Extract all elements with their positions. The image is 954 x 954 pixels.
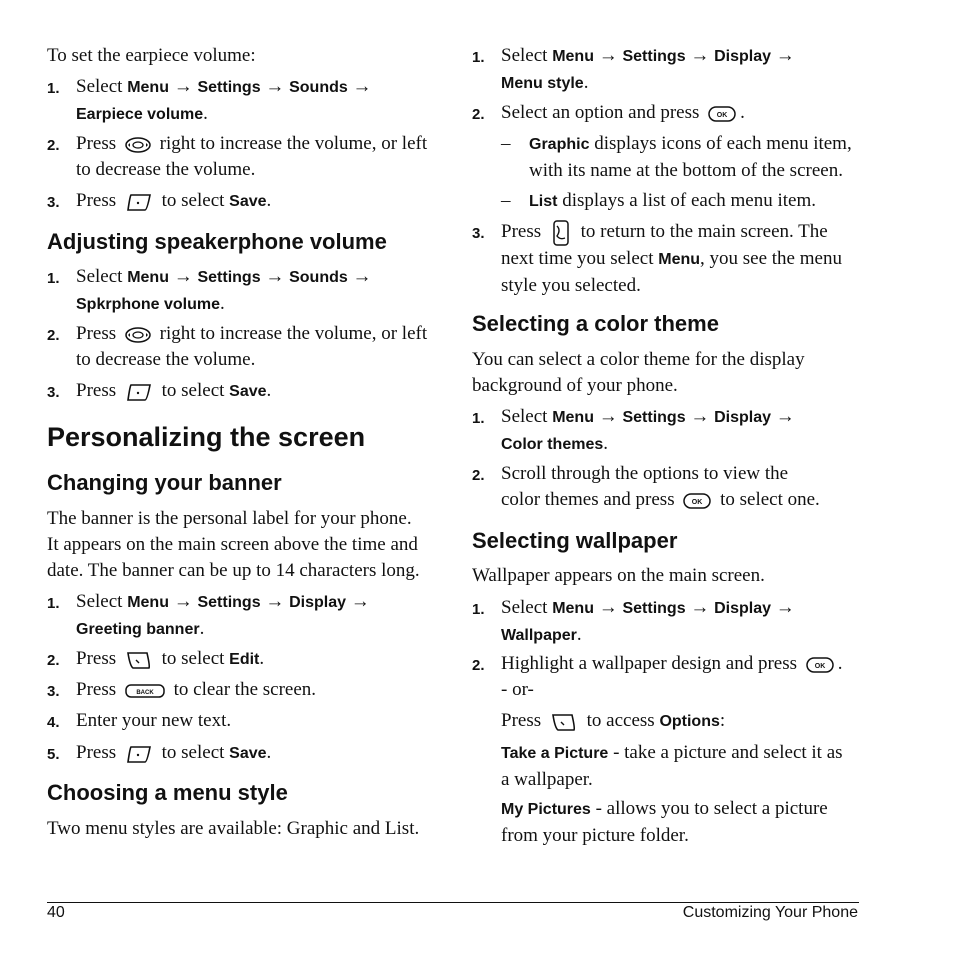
earpiece-intro: To set the earpiece volume: bbox=[47, 45, 256, 66]
spkrphone-volume-label: Spkrphone volume bbox=[76, 296, 221, 313]
right-softkey-icon bbox=[125, 650, 153, 670]
options-label: Options bbox=[659, 713, 720, 730]
take-picture-label: Take a Picture bbox=[501, 745, 609, 762]
ok-key-icon bbox=[683, 493, 711, 509]
footer-rule bbox=[47, 902, 859, 903]
left-softkey-icon bbox=[125, 382, 153, 402]
color-theme-paragraph: You can select a color theme for the display background of your phone. bbox=[472, 349, 805, 396]
menu-label: Menu bbox=[127, 79, 169, 96]
my-pictures-label: My Pictures bbox=[501, 801, 591, 818]
my-pictures-option: My Pictures - allows you to select a picture from your picture folder. bbox=[501, 798, 828, 846]
graphic-label: Graphic bbox=[529, 136, 590, 153]
wallpaper-heading: Selecting wallpaper bbox=[472, 528, 678, 553]
wallpaper-options-line: Press to access Options: bbox=[501, 710, 726, 731]
left-softkey-icon bbox=[125, 192, 153, 212]
navigation-key-icon bbox=[125, 327, 151, 343]
wallpaper-paragraph: Wallpaper appears on the main screen. bbox=[472, 565, 765, 586]
section-title: Personalizing the screen bbox=[47, 422, 366, 452]
step-number: 1. bbox=[47, 80, 60, 97]
end-key-icon bbox=[550, 220, 572, 246]
ok-key-icon bbox=[806, 657, 834, 673]
navigation-key-icon bbox=[125, 137, 151, 153]
chapter-title: Customizing Your Phone bbox=[682, 904, 858, 921]
greeting-banner-label: Greeting banner bbox=[76, 621, 200, 638]
color-themes-label: Color themes bbox=[501, 436, 604, 453]
banner-heading: Changing your banner bbox=[47, 470, 282, 495]
svg-text:BACK: BACK bbox=[136, 689, 154, 696]
save-label: Save bbox=[229, 193, 267, 210]
svg-text:OK: OK bbox=[814, 662, 826, 670]
edit-label: Edit bbox=[229, 651, 260, 668]
svg-text:OK: OK bbox=[716, 111, 728, 119]
speakerphone-heading: Adjusting speakerphone volume bbox=[47, 229, 387, 254]
ok-key-icon bbox=[708, 106, 736, 122]
menu-style-paragraph: Two menu styles are available: Graphic and List. bbox=[47, 818, 420, 839]
list-label: List bbox=[529, 193, 558, 210]
take-picture-option: Take a Picture - take a picture and select it as a wallpaper. bbox=[501, 742, 843, 790]
banner-paragraph: The banner is the personal label for your phone. It appears on the main screen above the time and date. The banner can be up to 14 characters long. bbox=[47, 508, 420, 581]
color-theme-heading: Selecting a color theme bbox=[472, 311, 719, 336]
wallpaper-label: Wallpaper bbox=[501, 627, 577, 644]
menu-style-label: Menu style bbox=[501, 75, 584, 92]
svg-text:OK: OK bbox=[692, 498, 703, 506]
back-key-icon bbox=[125, 683, 165, 699]
right-softkey-icon bbox=[550, 712, 578, 732]
earpiece-volume-label: Earpiece volume bbox=[76, 106, 204, 123]
page-number: 40 bbox=[47, 904, 65, 921]
or-separator: - or- bbox=[501, 679, 534, 700]
left-softkey-icon bbox=[125, 744, 153, 764]
menu-style-heading: Choosing a menu style bbox=[47, 780, 288, 805]
